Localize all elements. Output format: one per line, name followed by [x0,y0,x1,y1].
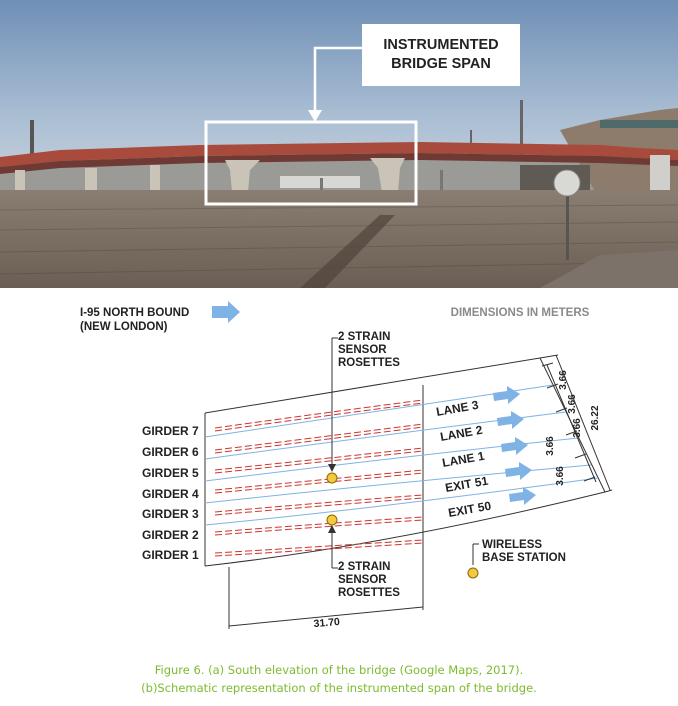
figure-caption-line-2: (b)Schematic representation of the instrumented span of the bridge. [141,681,537,695]
direction-label-2: (NEW LONDON) [80,321,168,333]
callout-line-2: BRIDGE SPAN [391,56,491,72]
lane-width-2: 3.66 [567,394,578,414]
girder-label-7: GIRDER 7 [142,424,199,438]
lane-width-5: 3.66 [555,466,566,486]
base-station-label-2: BASE STATION [482,552,566,564]
sensor-bottom-label-2: SENSOR [338,574,387,586]
girder-label-6: GIRDER 6 [142,445,199,459]
girder-lines [215,400,423,556]
bridge-photo [0,0,678,288]
lane-width-1: 3.66 [558,370,569,390]
lane-2-arrow-icon [497,411,524,429]
lane-lines [205,385,598,525]
direction-arrow-icon [212,301,240,323]
lane-label-1: LANE 1 [441,448,486,470]
girder-label-2: GIRDER 2 [142,528,199,542]
callout-line-1: INSTRUMENTED [383,37,499,53]
base-station-marker [468,568,478,578]
lane-label-2: LANE 2 [439,422,484,444]
lane-1-arrow-icon [501,437,528,455]
sensor-bottom-label-1: 2 STRAIN [338,561,391,573]
sensor-bottom [327,515,338,568]
exit-50-label: EXIT 50 [447,498,493,520]
base-station-label-1: WIRELESS [482,539,543,551]
girder-labels [142,424,199,562]
lane-width-4: 3.66 [545,436,556,456]
deck-outline [205,358,605,566]
span-length-value: 31.70 [313,615,341,631]
girder-label-5: GIRDER 5 [142,466,199,480]
girder-label-3: GIRDER 3 [142,507,199,521]
figure-caption-line-1: Figure 6. (a) South elevation of the bridge (Google Maps, 2017). [154,663,524,677]
exit-51-label: EXIT 51 [444,473,490,495]
sensor-bottom-marker [327,515,337,525]
dimensions-note: DIMENSIONS IN METERS [450,307,590,319]
sensor-top-label-1: 2 STRAIN [338,331,391,343]
callout-box [362,24,520,86]
girder-label-1: GIRDER 1 [142,548,199,562]
lane-labels [435,398,492,520]
bridge-schematic [0,288,678,648]
lane-width-3: 3.66 [572,418,583,438]
lane-3-arrow-icon [493,386,520,404]
direction-label-1: I-95 NORTH BOUND [80,307,190,319]
sensor-top-marker [327,473,337,483]
exit-51-arrow-icon [505,462,532,480]
lane-label-3: LANE 3 [435,397,480,419]
sensor-top-label-3: ROSETTES [338,357,400,369]
base-station [468,544,479,578]
girder-label-4: GIRDER 4 [142,487,199,501]
sensor-top-label-2: SENSOR [338,344,387,356]
sensor-bottom-label-3: ROSETTES [338,587,400,599]
total-width-value: 26.22 [590,405,601,431]
